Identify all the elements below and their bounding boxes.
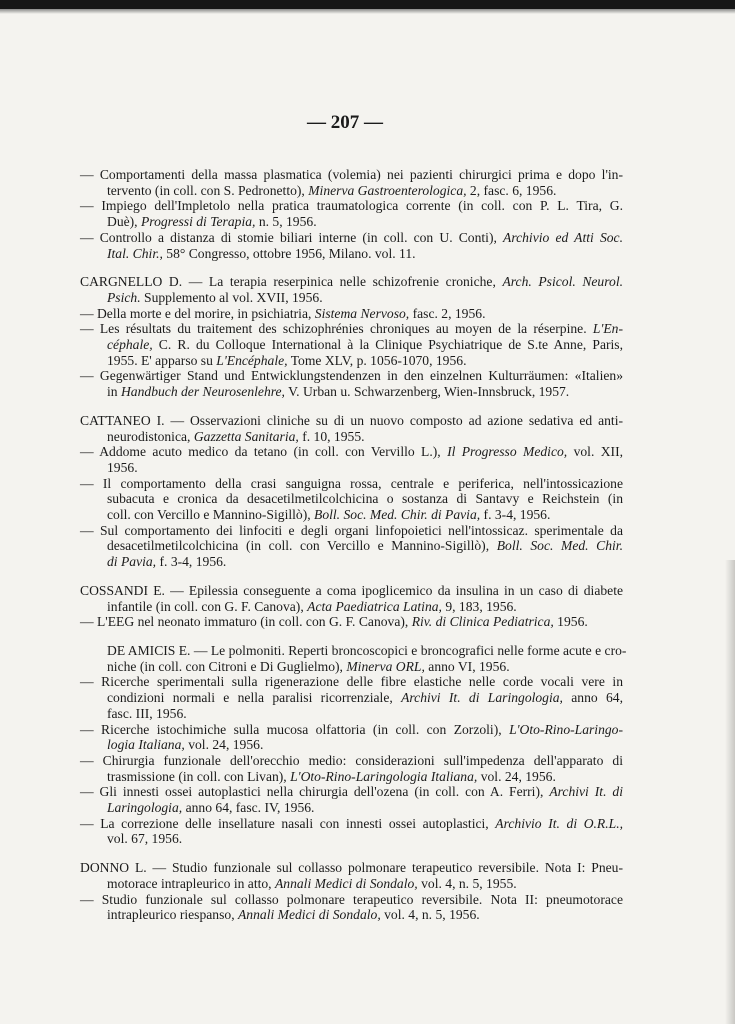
text-segment: vol. XII, [567,444,623,460]
journal-title: Arch. Psicol. Neurol. [502,274,623,290]
scan-right-edge [725,560,735,1024]
text-line [80,614,623,630]
text-line [80,784,623,800]
journal-title: Gazzetta Sanitaria, [193,428,299,444]
scan-top-border [0,0,735,9]
text-segment: 9, 183, 1956. [441,598,517,614]
text-segment: fasc. III, 1956. [107,705,187,721]
text-segment: DE AMICIS E. — Le polmoniti. Reperti broncoscopici e broncografici nelle forme acute e cro- [107,642,627,658]
journal-title: Il Progresso Medico, [447,444,568,460]
text-segment: 2, fasc. 6, 1956. [466,182,557,198]
journal-title: L'Oto-Rino-Laringo- [509,721,623,737]
text-segment: anno 64, fasc. IV, 1956. [182,800,315,816]
text-segment: anno VI, 1956. [424,658,510,674]
journal-title: Archivi It. di Laringologia, [401,690,563,706]
text-line [80,429,623,445]
text-line [80,230,623,246]
journal-title: Sistema Nervoso, [314,305,410,321]
author-entry [80,167,623,261]
text-segment: COSSANDI E. — Epilessia conseguente a coma ipoglicemico da insulina in un caso di diabete [80,582,623,598]
text-line [80,583,623,599]
text-segment: — Ricerche istochimiche sulla mucosa olfattoria (in coll. con Zorzoli), [80,721,510,737]
text-line [80,737,623,753]
journal-title: Archivio ed Atti Soc. [503,229,623,245]
page-number: — 207 — [307,112,383,133]
text-line [80,353,623,369]
text-line [80,599,623,615]
text-segment: infantile (in coll. con G. F. Canova), [107,598,308,614]
text-segment: DONNO L. — Studio funzionale sul collasso polmonare terapeutico reversibile. Nota I: Pneu- [80,860,623,876]
text-segment: — Les résultats du traitement des schizophrénies chroniques au moyen de la réserpine. [80,321,593,337]
text-segment: trasmissione (in coll. con Livan), [107,768,291,784]
text-segment: condizioni normali e nella paralisi ricorrenziale, [107,690,402,706]
text-segment: n. 5, 1956. [255,214,317,230]
journal-title: Laringologia, [107,800,183,816]
text-line [80,384,623,400]
text-line [80,642,627,659]
text-segment: CARGNELLO D. — La terapia reserpinica nelle schizofrenie croniche, [80,274,503,290]
text-segment: 1956. [107,459,138,475]
journal-title: Psich. [107,289,141,305]
text-segment: C. R. du Colloque International à la Clinique Psychiatrique de S.te Anne, Paris, [152,337,623,353]
author-entry [80,860,623,923]
journal-title: Archivio It. di O.R.L., [495,815,623,831]
author-entry [80,274,623,400]
journal-title: Annali Medici di Sondalo, [238,907,381,923]
text-segment: desacetilmetilcolchicina (in coll. con Vercillo e Mannino-Sigillò), [107,538,497,554]
text-segment: — L'EEG nel neonato immaturo (in coll. con G. F. Canova), [80,614,412,630]
text-segment: vol. 4, n. 5, 1955. [417,875,517,891]
text-segment: Duè), [107,214,141,230]
text-line [80,306,623,322]
journal-title: Ital. Chir., [107,245,163,261]
text-segment: neurodistonica, [107,428,194,444]
text-line [80,816,623,832]
text-line [80,554,623,570]
text-segment: Tome XLV, p. 1056-1070, 1956. [287,352,467,368]
journal-title: Archivi It. di [549,784,623,800]
text-segment: subacuta e cronica da desacetilmetilcolchicina o sostanza di Santavy e Reichstein (in [107,491,623,507]
journal-title: L'Oto-Rino-Laringologia Italiana, [290,768,478,784]
text-segment: Supplemento al vol. XVII, 1956. [140,289,323,305]
text-line [80,674,623,690]
text-line [80,321,623,337]
journal-title: L'Encéphale, [216,352,288,368]
journal-title: logia Italiana, [107,737,185,753]
text-segment: — Il comportamento della crasi sanguigna rossa, centrale e periferica, nell'intossicazione [80,475,623,491]
text-line [80,907,623,923]
text-segment: f. 10, 1955. [298,428,365,444]
text-line [80,659,623,675]
text-segment: — Della morte e del morire, in psichiatria, [80,305,315,321]
text-segment: CATTANEO I. — Osservazioni cliniche su di un nuovo composto ad azione sedativa ed anti- [80,412,623,428]
text-segment: vol. 24, 1956. [184,737,264,753]
journal-title: L'En- [592,321,623,337]
text-segment: vol. 24, 1956. [477,768,556,784]
text-line [80,444,623,460]
text-segment: — Controllo a distanza di stomie biliari interne (in coll. con U. Conti), [80,229,504,245]
text-line [80,690,623,706]
text-line [80,413,623,429]
journal-title: Riv. di Clinica Pediatrica, [411,614,554,630]
author-entry [80,642,627,847]
journal-title: Annali Medici di Sondalo, [274,875,418,891]
journal-title: Boll. Soc. Med. Chir. di Pavia, [314,507,481,523]
text-line [80,246,623,262]
text-line [80,214,623,230]
journal-title: Minerva ORL, [346,658,425,674]
text-segment: motorace intrapleurico in atto, [107,875,275,891]
text-line [80,476,623,492]
text-segment: vol. 67, 1956. [107,831,183,847]
text-segment: fasc. 2, 1956. [409,305,486,321]
text-line [80,507,623,523]
text-segment: f. 3-4, 1956. [156,554,227,570]
journal-title: Handbuch der Neurosenlehre, [120,384,285,400]
text-segment: — Gegenwärtiger Stand und Entwicklungstendenzen in den einzelnen Kulturräumen: «Italien» [80,368,623,384]
text-segment: — Ricerche sperimentali sulla rigenerazione delle fibre elastiche nelle corde vocali vere in [80,674,623,690]
text-line [80,769,623,785]
text-segment: V. Urban u. Schwarzenberg, Wien-Innsbruck, 1957. [284,384,570,400]
text-segment: — Comportamenti della massa plasmatica (volemia) nei pazienti chirurgici prima e dopo l'in- [80,167,623,182]
text-segment: niche (in coll. con Citroni e Di Guglielmo), [107,658,347,674]
text-line [80,722,623,738]
text-line [80,876,623,892]
text-segment: coll. con Vercillo e Mannino-Sigillò), [107,507,315,523]
text-segment: — Impiego dell'Impletolo nella pratica traumatologica corrente (in coll. con P. L. Tira, G. [80,198,623,214]
journal-title: Progressi di Terapia, [140,214,256,230]
journal-title: Boll. Soc. Med. Chir. [496,538,623,554]
text-line [80,368,623,384]
text-segment: anno 64, [562,690,623,706]
author-entry [80,413,623,570]
text-line [80,274,623,290]
text-line [80,538,623,554]
text-line [80,167,623,183]
text-segment: tervento (in coll. con S. Pedronetto), [107,182,309,198]
text-segment: — Sul comportamento dei linfociti e degli organi linfopoietici nell'intossicaz. sperimentale da [80,522,623,538]
text-segment: — Gli innesti ossei autoplastici nella chirurgia dell'ozena (in coll. con A. Ferri), [80,784,550,800]
text-segment: 58° Congresso, ottobre 1956, Milano. vol. 11. [162,245,416,261]
author-entry [80,583,623,630]
text-line [80,892,623,908]
text-line [80,800,623,816]
journal-title: Minerva Gastroenterologica, [308,182,467,198]
text-segment: vol. 4, n. 5, 1956. [380,907,480,923]
text-segment: f. 3-4, 1956. [480,507,551,523]
bibliography-list [80,167,627,936]
text-segment: — Chirurgia funzionale dell'orecchio medio: considerazioni sull'impedenza dell'apparato di [80,752,623,768]
text-line [80,460,623,476]
text-line [80,183,623,199]
text-segment: 1956. [553,614,588,630]
text-line [80,198,623,214]
text-segment: intrapleurico riespanso, [107,907,238,923]
text-line [80,290,623,306]
text-segment: in [107,384,121,400]
text-segment: — Addome acuto medico da tetano (in coll. con Vervillo L.), [80,444,448,460]
text-line [80,491,623,507]
journal-title: Acta Paediatrica Latina, [307,598,442,614]
scan-top-shadow [0,9,735,14]
text-line [80,831,623,847]
text-line [80,753,623,769]
text-line [80,860,623,876]
journal-title: di Pavia, [107,554,157,570]
text-line [80,337,623,353]
text-line [80,523,623,539]
text-segment: — Studio funzionale sul collasso polmonare terapeutico reversibile. Nota II: pneumotorace [80,891,623,907]
text-segment: 1955. E' apparso su [107,352,217,368]
text-segment: — La correzione delle insellature nasali con innesti ossei autoplastici, [80,815,496,831]
text-line [80,706,623,722]
journal-title: céphale, [107,337,153,353]
